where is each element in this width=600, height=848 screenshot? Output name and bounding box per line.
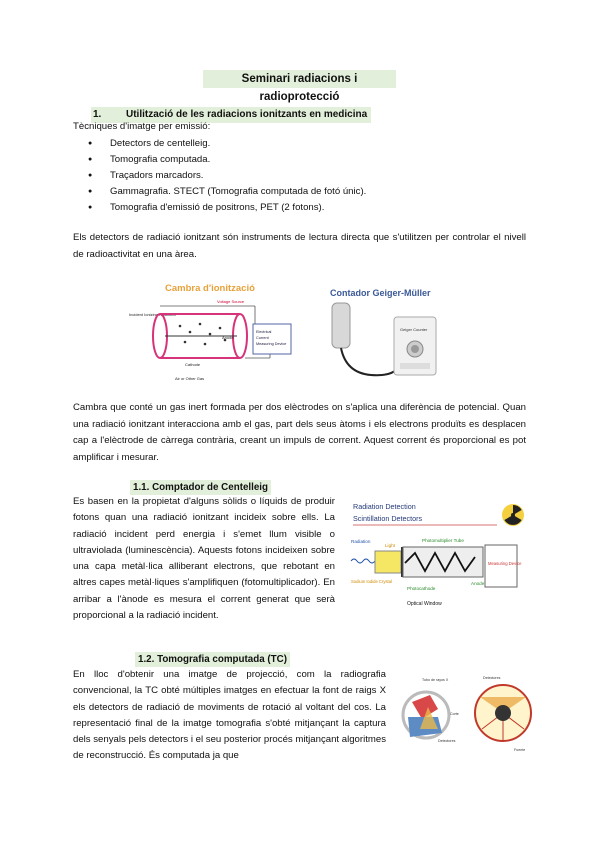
scintillation-diagram <box>347 497 529 619</box>
ct-diagram <box>398 667 533 752</box>
voltage-label: Voltage Source <box>217 299 245 304</box>
list-item: ● Tomografia computada. <box>86 152 486 168</box>
section-title: Utilització de les radiacions ionitzants en medicina <box>126 109 368 120</box>
pmt-label: Photomultiplier Tube <box>422 538 464 543</box>
scint-title-2: Scintillation Detectors <box>353 514 423 523</box>
ionization-chamber-figure <box>125 276 300 388</box>
radiation-label: Radiation <box>351 539 371 544</box>
crystal-label: Sodium Iodide Crystal <box>351 579 392 584</box>
source-label: Fuente <box>514 748 526 752</box>
chamber-title: Cambra d'ionització <box>165 283 255 294</box>
measuring-device-label: Measuring Device <box>488 561 522 566</box>
gas-label: Air or Other Gas <box>175 376 205 381</box>
list-item: ● Gammagrafia. STECT (Tomografia computada de fotó únic). <box>86 184 486 200</box>
scintillation-figure <box>347 497 529 619</box>
page-title: Seminari radiacions i radioprotecció <box>203 70 396 88</box>
svg-text:Current: Current <box>256 336 269 340</box>
detectors-label-2: Detectores <box>483 676 501 680</box>
geiger-title: Contador Geiger-Müller <box>330 288 431 298</box>
scint-title-1: Radiation Detection <box>353 502 416 511</box>
device-label: Electrical <box>256 330 272 334</box>
light-label: Light <box>385 543 395 548</box>
geiger-counter-figure <box>326 283 448 391</box>
paragraph-ct: En lloc d'obtenir una imatge de projecció, com la radiografia convencional, la TC obté múltiples imatges en efectuar la font de raigs X els detectors de radiació de moviments de rotació al voltant del cos. La representació final de la imatge tomografia s'obté mitjançant la captura dels senyals pels detectors i el seu posterior procés mitjançant algoritmes de reconstrucció. És computada ja que <box>73 669 387 762</box>
section-1-intro: Tècniques d'imatge per emissió: <box>73 121 211 132</box>
chamber-diagram <box>125 276 300 388</box>
tube-label: Tubo de rayos X <box>422 678 449 682</box>
slice-label: Corte <box>450 712 459 716</box>
svg-text:Measuring Device: Measuring Device <box>256 342 287 346</box>
detectors-label: Detectores <box>438 739 456 743</box>
optical-window-label: Optical Window <box>407 601 442 607</box>
geiger-diagram <box>326 283 448 391</box>
anode-label: Anode <box>471 581 485 586</box>
list-item: ● Tomografia d'emissió de positrons, PET (2 fotons). <box>86 200 486 216</box>
radiation-hazard-icon <box>502 504 524 526</box>
geiger-device-label: Geiger Counter <box>400 327 428 332</box>
section-number: 1. <box>93 109 102 120</box>
list-item: ● Detectors de centelleig. <box>86 136 486 152</box>
section-1-2-heading: 1.2. Tomografia computada (TC) <box>135 652 290 667</box>
ct-figure <box>398 667 533 752</box>
cathode-label: Cathode <box>185 362 201 367</box>
photocathode-label: Photocathode <box>407 586 436 591</box>
paragraph-scintillation: Es basen en la propietat d'alguns sòlids o líquids de produir fotons quan una radiació ionitzant incideix sobre ells. La radiació incident perd energia i s'emet llum visible o ultraviolada (luminescència). Aquests fotons incideixen sobre una capa metàl·lica alliberant electrons, que rebotant en altres capes metàl·liques s'amplifiquen (fotomultiplicador). En arribar a l'ànode es mesura el corrent generat que serà proporcional a la radiació incident. <box>73 496 335 622</box>
technique-list <box>86 136 486 216</box>
list-item: ● Traçadors marcadors. <box>86 168 486 184</box>
paragraph-chamber: Cambra que conté un gas inert formada per dos elèctrodes on s'aplica una diferència de potencial. Quan una radiació ionitzant interacciona amb el gas, part dels seus àtoms i els electrons produïts es desplacen cap a l'elèctrode de càrrega contrària, creant un impuls de corrent. Aquest corrent és proporcional es pot amplificar i mesurar. <box>73 402 526 463</box>
anode-label: Anode <box>222 335 234 340</box>
incident-label: Incident Ionizing Radiation <box>129 312 176 317</box>
section-1-1-heading: 1.1. Comptador de Centelleig <box>130 480 271 495</box>
paragraph-detectors: Els detectors de radiació ionitzant són instruments de lectura directa que s'utilitzen per controlar el nivell de radioactivitat en una àrea. <box>73 232 526 260</box>
